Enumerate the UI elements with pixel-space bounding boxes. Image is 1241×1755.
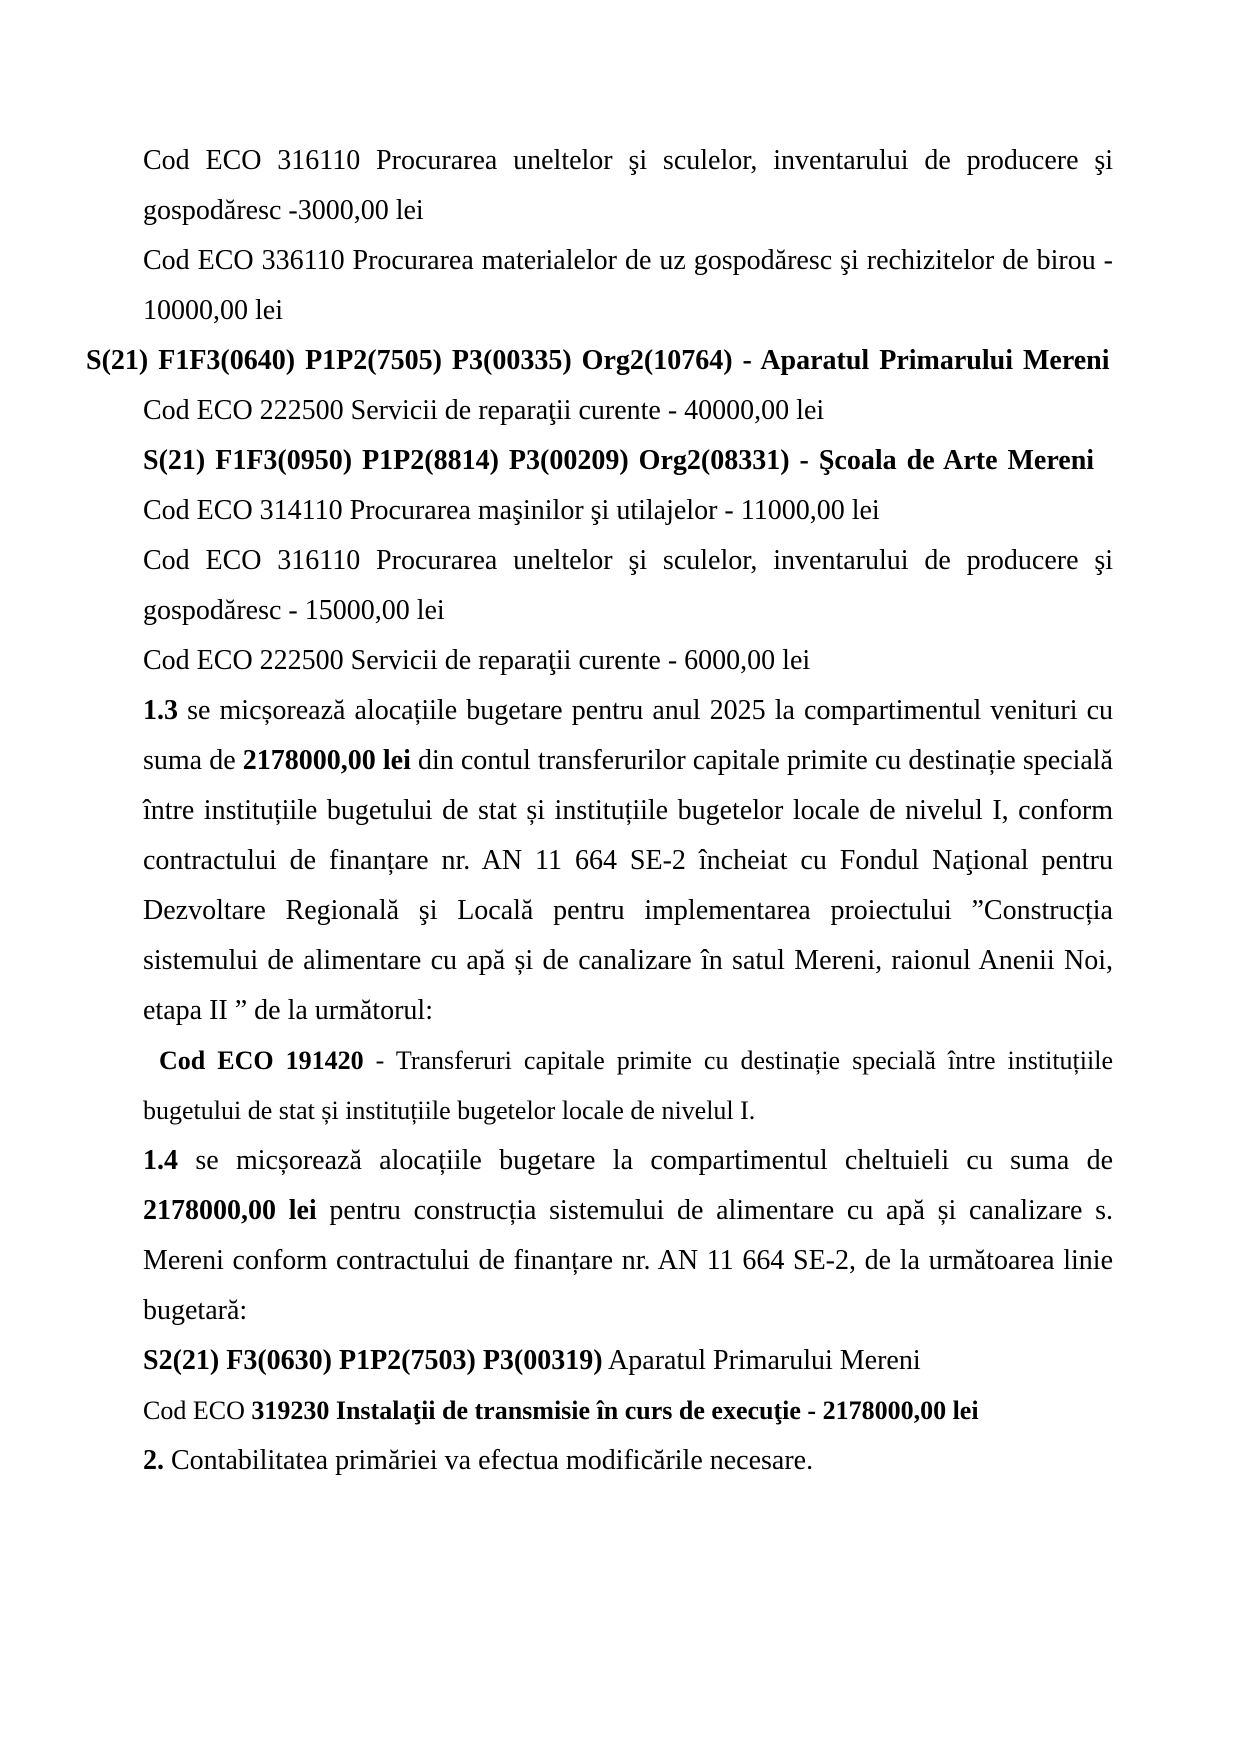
section-text: pentru construcția sistemului de alimentare cu apă și canalizare s. Mereni conform contractului de finanțare nr. AN 11 664 SE-2, de la următoarea linie bugetară: — [143, 1195, 1113, 1326]
budget-line-text: Cod ECO 316110 Procurarea uneltelor şi sculelor, inventarului de producere şi gospodăresc -3000,00 lei — [143, 145, 1113, 226]
code-bold: Cod ECO 191420 — [159, 1046, 364, 1075]
amount-bold: 2178000,00 lei — [143, 1195, 317, 1226]
classification-text: S(21) F1F3(0950) P1P2(8814) P3(00209) Org2(08331) - Şcoala de Arte Mereni — [143, 445, 1095, 476]
budget-line-eco-336110 — [143, 236, 1113, 336]
item-text: Contabilitatea primăriei va efectua modificările necesare. — [164, 1445, 814, 1476]
budget-line-text: Cod ECO 222500 Servicii de reparaţii curente - 6000,00 lei — [143, 645, 811, 676]
classification-codes-bold: S2(21) F3(0630) P1P2(7503) P3(00319) — [143, 1345, 603, 1376]
budget-line-eco-222500-a — [143, 386, 1113, 436]
budget-line-eco-222500-b — [143, 636, 1113, 686]
budget-line-text: Cod ECO 222500 Servicii de reparaţii curente - 40000,00 lei — [143, 395, 825, 426]
section-1-3-paragraph — [143, 686, 1113, 1036]
budget-line-eco-191420 — [143, 1036, 1113, 1136]
amount-bold: 2178000,00 lei — [242, 745, 411, 776]
item-number: 2. — [143, 1445, 164, 1476]
section-1-4-paragraph — [143, 1136, 1113, 1336]
budget-line-eco-316110-b — [143, 536, 1113, 636]
code-prefix: Cod ECO — [143, 1396, 252, 1425]
section-text: se micșorează alocațiile bugetare pentru anul 2025 la compartimentul venituri cu suma de — [143, 695, 1113, 776]
section-number: 1.3 — [143, 695, 178, 726]
section-number: 1.4 — [143, 1145, 178, 1176]
budget-line-text: Cod ECO 336110 Procurarea materialelor de uz gospodăresc şi rechizitelor de birou - 10000,00 lei — [143, 245, 1113, 326]
classification-text: Aparatul Primarului Mereni — [602, 1345, 921, 1376]
section-text: din contul transferurilor capitale primite cu destinație specială între instituțiile bugetului de stat și instituțiile bugetelor locale de nivelul I, conform contractului de finanțare nr. AN 11 664 SE-2 încheiat cu Fondul Naţional pentru Dezvoltare Regională şi Locală pentru implementarea proiectului ”Construcția sistemului de alimentare cu apă și de canalizare în satul Mereni, raionul Anenii Noi, etapa II ” de la următorul: — [143, 745, 1113, 1026]
budget-line-text: Cod ECO 316110 Procurarea uneltelor şi sculelor, inventarului de producere şi gospodăresc - 15000,00 lei — [143, 545, 1113, 626]
section-text: se micșorează alocațiile bugetare la compartimentul cheltuieli cu suma de — [178, 1145, 1113, 1176]
classification-line-s2 — [143, 1336, 1113, 1386]
budget-line-bold: 319230 Instalaţii de transmisie în curs de execuţie - 2178000,00 lei — [251, 1396, 979, 1425]
classification-line-aparatul-primarului — [86, 336, 1113, 386]
budget-line-eco-314110 — [143, 486, 1113, 536]
budget-line-text: Cod ECO 314110 Procurarea maşinilor şi utilajelor - 11000,00 lei — [143, 495, 880, 526]
budget-line-eco-319230 — [143, 1386, 1113, 1436]
budget-line-text: - Transferuri capitale primite cu destinație specială între instituțiile bugetului de stat și instituțiile bugetelor locale de nivelul I. — [143, 1046, 1113, 1125]
budget-line-eco-316110-a — [143, 136, 1113, 236]
classification-line-scoala-de-arte — [143, 436, 1113, 486]
classification-text: S(21) F1F3(0640) P1P2(7505) P3(00335) Org2(10764) - Aparatul Primarului Mereni — [86, 345, 1110, 376]
item-2-paragraph — [143, 1436, 1113, 1486]
